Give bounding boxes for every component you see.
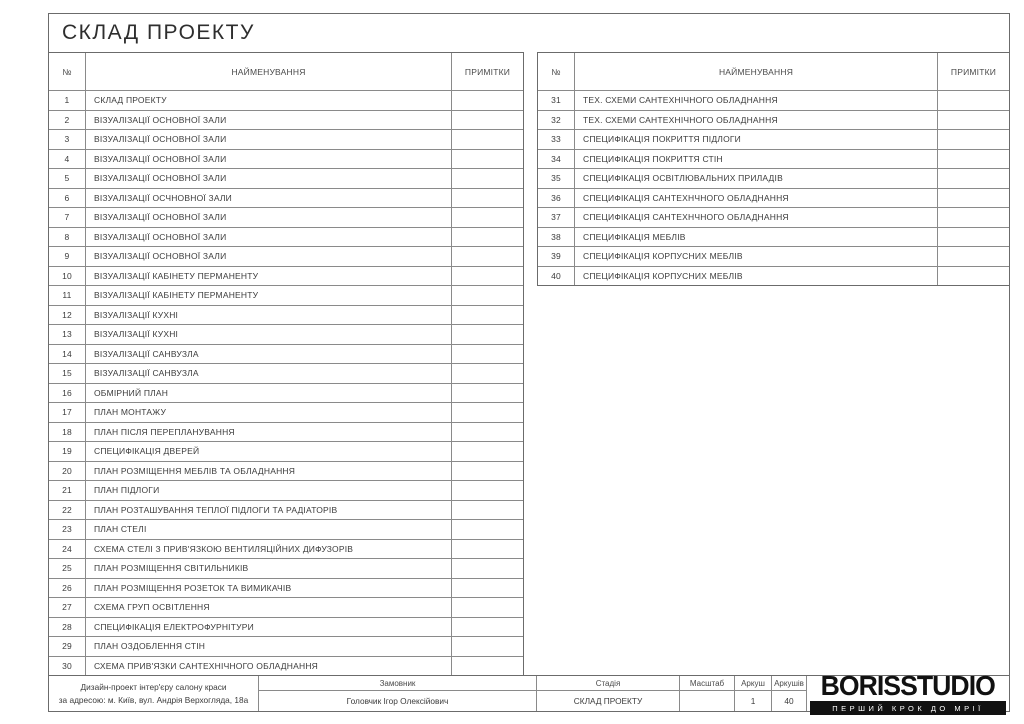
- row-number: 3: [49, 130, 86, 149]
- row-note: [452, 364, 523, 383]
- row-note: [452, 267, 523, 286]
- row-name: СПЕЦИФІКАЦІЯ САНТЕХНЧНОГО ОБЛАДНАННЯ: [575, 189, 938, 208]
- table-row: [538, 90, 1009, 110]
- row-name: ВІЗУАЛІЗАЦІЇ КАБІНЕТУ ПЕРМАНЕНТУ: [86, 267, 452, 286]
- table-header-row: [49, 53, 523, 90]
- header-name: НАЙМЕНУВАННЯ: [86, 53, 452, 90]
- table-row: [49, 480, 523, 500]
- table-row: [49, 656, 523, 676]
- table-row: [49, 500, 523, 520]
- row-number: 30: [49, 657, 86, 676]
- table-row: [49, 305, 523, 325]
- row-note: [938, 208, 1009, 227]
- row-note: [938, 150, 1009, 169]
- row-name: ПЛАН РОЗМІЩЕННЯ СВІТИЛЬНИКІВ: [86, 559, 452, 578]
- row-note: [452, 91, 523, 110]
- row-number: 37: [538, 208, 575, 227]
- row-number: 36: [538, 189, 575, 208]
- row-note: [452, 228, 523, 247]
- row-number: 31: [538, 91, 575, 110]
- row-name: ТЕХ. СХЕМИ САНТЕХНІЧНОГО ОБЛАДНАННЯ: [575, 91, 938, 110]
- project-description-line1: Дизайн-проект інтер'єру салону краси: [80, 682, 227, 693]
- row-number: 22: [49, 501, 86, 520]
- row-note: [938, 247, 1009, 266]
- row-note: [452, 657, 523, 676]
- customer-label: Замовник: [259, 676, 536, 691]
- row-number: 1: [49, 91, 86, 110]
- table-row: [49, 383, 523, 403]
- row-note: [452, 520, 523, 539]
- table-row: [49, 110, 523, 130]
- table-row: [49, 207, 523, 227]
- row-note: [452, 325, 523, 344]
- row-number: 32: [538, 111, 575, 130]
- row-name: ПЛАН ПІСЛЯ ПЕРЕПЛАНУВАННЯ: [86, 423, 452, 442]
- row-name: ВІЗУАЛІЗАЦІЇ ОСЧНОВНОЇ ЗАЛИ: [86, 189, 452, 208]
- table-row: [49, 539, 523, 559]
- row-name: ОБМІРНИЙ ПЛАН: [86, 384, 452, 403]
- table-row: [49, 324, 523, 344]
- studio-logo-tagline: ПЕРШИЙ КРОК ДО МРІЇ: [810, 701, 1006, 715]
- row-number: 39: [538, 247, 575, 266]
- table-row: [49, 461, 523, 481]
- row-number: 10: [49, 267, 86, 286]
- table-row: [49, 188, 523, 208]
- row-number: 20: [49, 462, 86, 481]
- row-name: ПЛАН РОЗМІЩЕННЯ МЕБЛІВ ТА ОБЛАДНАННЯ: [86, 462, 452, 481]
- table-row: [49, 168, 523, 188]
- table-row: [49, 246, 523, 266]
- row-note: [452, 637, 523, 656]
- row-number: 11: [49, 286, 86, 305]
- row-name: ПЛАН РОЗМІЩЕННЯ РОЗЕТОК ТА ВИМИКАЧІВ: [86, 579, 452, 598]
- row-number: 35: [538, 169, 575, 188]
- row-note: [452, 286, 523, 305]
- project-description-line2: за адресою: м. Київ, вул. Андрія Верхогляда, 18а: [58, 694, 249, 705]
- row-name: СПЕЦИФІКАЦІЯ КОРПУСНИХ МЕБЛІВ: [575, 247, 938, 266]
- table-row: [49, 422, 523, 442]
- row-name: ПЛАН СТЕЛІ: [86, 520, 452, 539]
- table-row: [538, 129, 1009, 149]
- scale-label: Масштаб: [680, 676, 734, 691]
- row-name: ВІЗУАЛІЗАЦІЇ САНВУЗЛА: [86, 364, 452, 383]
- table-row: [538, 110, 1009, 130]
- row-name: ВІЗУАЛІЗАЦІЇ ОСНОВНОЇ ЗАЛИ: [86, 150, 452, 169]
- row-number: 6: [49, 189, 86, 208]
- row-number: 21: [49, 481, 86, 500]
- header-number: №: [538, 53, 575, 90]
- stage-label: Стадія: [537, 676, 679, 691]
- row-name: СПЕЦИФІКАЦІЯ ПОКРИТТЯ ПІДЛОГИ: [575, 130, 938, 149]
- row-note: [452, 403, 523, 422]
- row-name: ТЕХ. СХЕМИ САНТЕХНІЧНОГО ОБЛАДНАННЯ: [575, 111, 938, 130]
- row-number: 9: [49, 247, 86, 266]
- row-note: [452, 481, 523, 500]
- row-note: [938, 91, 1009, 110]
- sheet-count-cell: [771, 676, 806, 711]
- sheet-count-label: Аркушів: [772, 676, 806, 691]
- stage-value: СКЛАД ПРОЕКТУ: [573, 696, 643, 706]
- row-number: 33: [538, 130, 575, 149]
- sheet-number-cell: [734, 676, 771, 711]
- table-row: [538, 246, 1009, 266]
- row-note: [452, 423, 523, 442]
- row-note: [452, 501, 523, 520]
- row-name: ВІЗУАЛІЗАЦІЇ ОСНОВНОЇ ЗАЛИ: [86, 130, 452, 149]
- row-name: ПЛАН МОНТАЖУ: [86, 403, 452, 422]
- row-name: СПЕЦИФІКАЦІЯ КОРПУСНИХ МЕБЛІВ: [575, 267, 938, 286]
- title-block: [48, 670, 1010, 713]
- studio-logo: [806, 670, 1009, 713]
- customer-cell: [258, 676, 536, 711]
- table-body-right: [538, 90, 1009, 285]
- page-title: СКЛАД ПРОЕКТУ: [62, 21, 255, 44]
- row-number: 7: [49, 208, 86, 227]
- row-name: ВІЗУАЛІЗАЦІЇ ОСНОВНОЇ ЗАЛИ: [86, 228, 452, 247]
- row-number: 26: [49, 579, 86, 598]
- table-row: [49, 90, 523, 110]
- row-name: ВІЗУАЛІЗАЦІЇ ОСНОВНОЇ ЗАЛИ: [86, 111, 452, 130]
- header-name: НАЙМЕНУВАННЯ: [575, 53, 938, 90]
- row-note: [452, 618, 523, 637]
- row-number: 5: [49, 169, 86, 188]
- table-row: [49, 578, 523, 598]
- table-row: [49, 129, 523, 149]
- row-name: ПЛАН ОЗДОБЛЕННЯ СТІН: [86, 637, 452, 656]
- row-note: [452, 462, 523, 481]
- row-note: [452, 208, 523, 227]
- row-name: ВІЗУАЛІЗАЦІЇ ОСНОВНОЇ ЗАЛИ: [86, 247, 452, 266]
- row-number: 29: [49, 637, 86, 656]
- row-number: 15: [49, 364, 86, 383]
- row-name: ВІЗУАЛІЗАЦІЇ КУХНІ: [86, 306, 452, 325]
- row-number: 34: [538, 150, 575, 169]
- table-row: [49, 441, 523, 461]
- row-note: [452, 150, 523, 169]
- table-body-left: [49, 90, 523, 675]
- sheet-count-value: 40: [784, 696, 794, 706]
- row-number: 27: [49, 598, 86, 617]
- row-note: [452, 598, 523, 617]
- table-row: [538, 149, 1009, 169]
- row-name: СПЕЦИФІКАЦІЯ ОСВІТЛЮВАЛЬНИХ ПРИЛАДІВ: [575, 169, 938, 188]
- row-note: [938, 169, 1009, 188]
- row-number: 23: [49, 520, 86, 539]
- row-number: 18: [49, 423, 86, 442]
- row-name: СПЕЦИФІКАЦІЯ ЕЛЕКТРОФУРНІТУРИ: [86, 618, 452, 637]
- row-name: ПЛАН РОЗТАШУВАННЯ ТЕПЛОЇ ПІДЛОГИ ТА РАДІАТОРІВ: [86, 501, 452, 520]
- row-note: [452, 169, 523, 188]
- row-note: [452, 130, 523, 149]
- table-header-row: [538, 53, 1009, 90]
- contents-table-right: [537, 52, 1010, 286]
- header-notes: ПРИМІТКИ: [950, 66, 997, 77]
- row-note: [452, 111, 523, 130]
- table-row: [49, 266, 523, 286]
- header-notes: ПРИМІТКИ: [464, 66, 511, 77]
- row-note: [452, 559, 523, 578]
- scale-value: [680, 691, 734, 711]
- row-number: 2: [49, 111, 86, 130]
- row-note: [452, 189, 523, 208]
- table-row: [49, 558, 523, 578]
- sheet-number-label: Аркуш: [735, 676, 771, 691]
- row-number: 16: [49, 384, 86, 403]
- row-note: [452, 247, 523, 266]
- row-note: [938, 111, 1009, 130]
- row-name: СПЕЦИФІКАЦІЯ МЕБЛІВ: [575, 228, 938, 247]
- row-number: 12: [49, 306, 86, 325]
- row-note: [938, 228, 1009, 247]
- table-row: [49, 402, 523, 422]
- row-name: ВІЗУАЛІЗАЦІЇ ОСНОВНОЇ ЗАЛИ: [86, 169, 452, 188]
- row-number: 40: [538, 267, 575, 286]
- table-row: [49, 149, 523, 169]
- table-row: [49, 597, 523, 617]
- customer-value: Головчик Ігор Олексійович: [346, 696, 449, 706]
- row-name: ВІЗУАЛІЗАЦІЇ КАБІНЕТУ ПЕРМАНЕНТУ: [86, 286, 452, 305]
- row-name: ВІЗУАЛІЗАЦІЇ ОСНОВНОЇ ЗАЛИ: [86, 208, 452, 227]
- row-note: [452, 540, 523, 559]
- row-note: [938, 130, 1009, 149]
- table-row: [49, 344, 523, 364]
- row-name: СКЛАД ПРОЕКТУ: [86, 91, 452, 110]
- row-name: СПЕЦИФІКАЦІЯ САНТЕХНЧНОГО ОБЛАДНАННЯ: [575, 208, 938, 227]
- row-number: 19: [49, 442, 86, 461]
- row-number: 25: [49, 559, 86, 578]
- table-row: [49, 636, 523, 656]
- table-row: [49, 285, 523, 305]
- row-name: ВІЗУАЛІЗАЦІЇ КУХНІ: [86, 325, 452, 344]
- row-number: 38: [538, 228, 575, 247]
- row-note: [452, 345, 523, 364]
- table-row: [49, 363, 523, 383]
- table-row: [538, 227, 1009, 247]
- sheet-number-value: 1: [750, 696, 756, 706]
- row-name: СПЕЦИФІКАЦІЯ ПОКРИТТЯ СТІН: [575, 150, 938, 169]
- row-number: 17: [49, 403, 86, 422]
- row-number: 13: [49, 325, 86, 344]
- row-number: 8: [49, 228, 86, 247]
- scale-cell: [679, 676, 734, 711]
- table-row: [538, 266, 1009, 286]
- row-name: ПЛАН ПІДЛОГИ: [86, 481, 452, 500]
- row-note: [452, 579, 523, 598]
- table-row: [49, 617, 523, 637]
- row-number: 4: [49, 150, 86, 169]
- row-number: 24: [49, 540, 86, 559]
- row-name: ВІЗУАЛІЗАЦІЇ САНВУЗЛА: [86, 345, 452, 364]
- stage-cell: [536, 676, 679, 711]
- row-name: СХЕМА СТЕЛІ З ПРИВ'ЯЗКОЮ ВЕНТИЛЯЦІЙНИХ ДИФУЗОРІВ: [86, 540, 452, 559]
- row-note: [452, 384, 523, 403]
- contents-table-left: [48, 52, 524, 676]
- table-row: [538, 188, 1009, 208]
- table-row: [49, 227, 523, 247]
- table-row: [538, 168, 1009, 188]
- row-note: [938, 189, 1009, 208]
- row-name: СПЕЦИФІКАЦІЯ ДВЕРЕЙ: [86, 442, 452, 461]
- table-row: [538, 207, 1009, 227]
- row-note: [938, 267, 1009, 286]
- project-description: [49, 676, 258, 711]
- row-number: 14: [49, 345, 86, 364]
- row-name: СХЕМА ГРУП ОСВІТЛЕННЯ: [86, 598, 452, 617]
- row-note: [452, 442, 523, 461]
- row-note: [452, 306, 523, 325]
- header-number: №: [49, 53, 86, 90]
- row-name: СХЕМА ПРИВ'ЯЗКИ САНТЕХНІЧНОГО ОБЛАДНАННЯ: [86, 657, 452, 676]
- row-number: 28: [49, 618, 86, 637]
- table-row: [49, 519, 523, 539]
- studio-logo-wordmark: BORISSTUDIO: [820, 670, 996, 701]
